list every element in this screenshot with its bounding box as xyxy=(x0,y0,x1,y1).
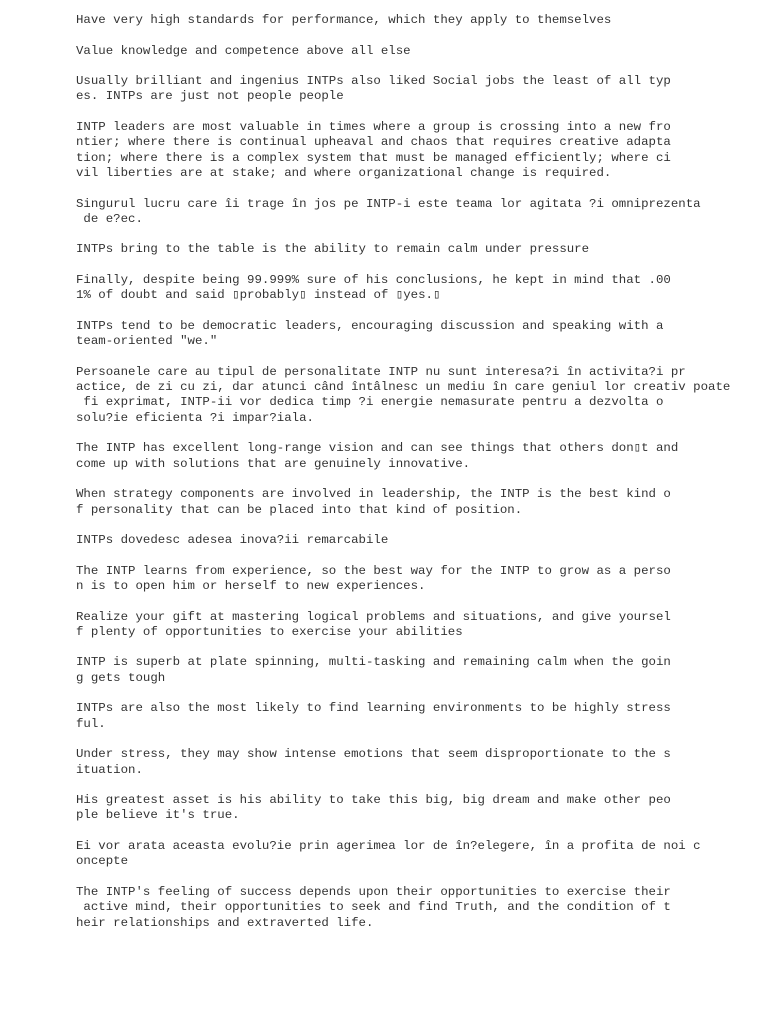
text-line: His greatest asset is his ability to take this big, big dream and make other peo xyxy=(76,793,671,808)
text-line: f personality that can be placed into that kind of position. xyxy=(76,502,523,517)
text-line: come up with solutions that are genuinely innovative. xyxy=(76,456,471,471)
text-paragraph xyxy=(76,701,768,732)
text-line: Value knowledge and competence above all else xyxy=(76,43,411,58)
text-paragraph xyxy=(76,74,768,105)
text-paragraph xyxy=(76,197,768,228)
text-line: The INTP's feeling of success depends upon their opportunities to exercise their xyxy=(76,884,671,899)
text-line: Realize your gift at mastering logical problems and situations, and give yoursel xyxy=(76,609,671,624)
text-paragraph xyxy=(76,319,768,350)
text-paragraph xyxy=(76,610,768,641)
text-paragraph xyxy=(76,273,768,304)
text-line: fi exprimat, INTP-ii vor dedica timp ?i energie nemasurate pentru a dezvolta o xyxy=(76,395,664,410)
text-paragraph xyxy=(76,242,768,257)
text-line: ple believe it's true. xyxy=(76,808,240,823)
text-line: Singurul lucru care îi trage în jos pe INTP-i este teama lor agitata ?i omniprezenta xyxy=(76,196,701,211)
text-paragraph xyxy=(76,793,768,824)
text-line: active mind, their opportunities to seek and find Truth, and the condition of t xyxy=(76,900,671,915)
text-line: ituation. xyxy=(76,762,143,777)
text-line: The INTP has excellent long-range vision and can see things that others don▯t and xyxy=(76,441,679,456)
text-line: f plenty of opportunities to exercise your abilities xyxy=(76,624,463,639)
text-line: solu?ie eficienta ?i impar?iala. xyxy=(76,410,314,425)
text-paragraph xyxy=(76,13,768,28)
text-line: Have very high standards for performance, which they apply to themselves xyxy=(76,13,612,27)
text-line: Usually brilliant and ingenius INTPs also liked Social jobs the least of all typ xyxy=(76,74,671,89)
text-paragraph xyxy=(76,365,768,426)
text-line: de e?ec. xyxy=(76,211,143,226)
text-line: Finally, despite being 99.999% sure of his conclusions, he kept in mind that .00 xyxy=(76,273,671,288)
text-paragraph xyxy=(76,533,768,548)
text-line: INTPs bring to the table is the ability to remain calm under pressure xyxy=(76,242,590,257)
text-paragraph xyxy=(76,120,768,181)
text-paragraph xyxy=(76,839,768,870)
text-paragraph xyxy=(76,655,768,686)
text-line: n is to open him or herself to new experiences. xyxy=(76,578,426,593)
text-line: INTP is superb at plate spinning, multi-tasking and remaining calm when the goin xyxy=(76,655,671,670)
text-line: Persoanele care au tipul de personalitate INTP nu sunt interesa?i în activita?i pr xyxy=(76,364,686,379)
text-line: INTPs are also the most likely to find learning environments to be highly stress xyxy=(76,701,671,716)
text-line: oncepte xyxy=(76,854,129,869)
text-line: ful. xyxy=(76,716,106,731)
text-line: es. INTPs are just not people people xyxy=(76,89,344,104)
text-line: team-oriented "we." xyxy=(76,334,218,349)
text-paragraph xyxy=(76,564,768,595)
text-line: The INTP learns from experience, so the best way for the INTP to grow as a perso xyxy=(76,563,671,578)
text-line: tion; where there is a complex system that must be managed efficiently; where ci xyxy=(76,150,671,165)
text-line: INTPs dovedesc adesea inova?ii remarcabile xyxy=(76,533,389,548)
text-paragraph xyxy=(76,487,768,518)
text-paragraph xyxy=(76,441,768,472)
text-line: When strategy components are involved in leadership, the INTP is the best kind o xyxy=(76,487,671,502)
text-line: INTP leaders are most valuable in times where a group is crossing into a new fro xyxy=(76,120,671,135)
text-paragraph xyxy=(76,885,768,931)
text-line: vil liberties are at stake; and where organizational change is required. xyxy=(76,165,612,180)
text-line: ntier; where there is continual upheaval and chaos that requires creative adapta xyxy=(76,135,671,150)
text-paragraph xyxy=(76,44,768,59)
text-line: 1% of doubt and said ▯probably▯ instead of ▯yes.▯ xyxy=(76,288,441,303)
text-line: g gets tough xyxy=(76,670,166,685)
text-line: Ei vor arata aceasta evolu?ie prin agerimea lor de în?elegere, în a profita de noi c xyxy=(76,839,701,854)
text-paragraph xyxy=(76,747,768,778)
text-line: INTPs tend to be democratic leaders, encouraging discussion and speaking with a xyxy=(76,318,664,333)
text-line: Under stress, they may show intense emotions that seem disproportionate to the s xyxy=(76,747,671,762)
text-line: heir relationships and extraverted life. xyxy=(76,915,374,930)
text-line: actice, de zi cu zi, dar atunci când întâlnesc un mediu în care geniul lor creativ poate xyxy=(76,380,731,395)
